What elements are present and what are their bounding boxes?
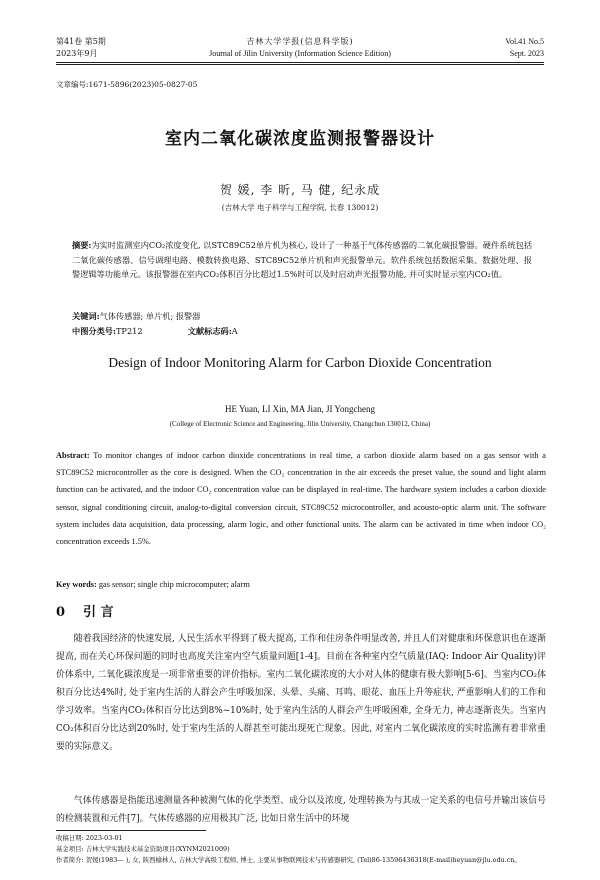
footnote-bio: 作者简介: 贺媛(1983— ), 女, 陕西榆林人, 吉林大学高级工程师, 博士, 主要从事物联网技术与传感器研究, (Tel)86-13596436318(E-mail)heyuan@jlu.edu.cn。 [56, 856, 521, 864]
header-date-en: Sept. 2023 [509, 49, 544, 58]
affiliation-cn: (吉林大学 电子科学与工程学院, 长春 130012) [221, 203, 379, 212]
keywords-cn [72, 311, 532, 322]
header-rule-2 [56, 64, 544, 65]
section-number: 0 [56, 605, 66, 620]
doc-code-value: A [231, 326, 238, 336]
abstract-en [56, 447, 546, 550]
article-id: 文章编号:1671-5896(2023)05-0827-05 [56, 80, 198, 89]
footnote-received: 收稿日期: 2023-03-01 [56, 834, 123, 842]
keywords-en-label: Key words: [56, 580, 97, 589]
footnote-funding: 基金项目: 吉林大学实践技术基金资助项目(XYNM2021009) [56, 845, 230, 853]
clc-value: TP212 [115, 326, 143, 336]
abstract-en-label: Abstract: [56, 451, 90, 460]
abstract-cn-text: 为实时监测室内CO₂浓度变化, 以STC89C52单片机为核心, 设计了一种基于气体传感器的二氧化碳报警器。硬件系统包括二氧化碳传感器、信号调理电路、模数转换电路、STC89C52单片机和声光报警单元。软件系统包括数据采集、数据处理、报警逻辑等功能单元。该报警器在室内CO₂体积百分比超过1.5%时可以及时启动声光报警功能, 并可实时显示室内CO₂值。 [72, 240, 533, 280]
header-journal-en: Journal of Jilin University (Information Science Edition) [209, 49, 391, 58]
affiliation-en: (College of Electronic Science and Engineering, Jilin University, Changchun 130012, China) [169, 420, 431, 428]
authors-en: HE Yuan, LI Xin, MA Jian, JI Yongcheng [225, 404, 375, 414]
keywords-en-text: gas sensor; single chip microcomputer; alarm [98, 580, 250, 589]
classification-cn [72, 326, 532, 337]
header-date-cn: 2023年9月 [56, 49, 98, 58]
abstract-en-text: To monitor changes of indoor carbon dioxide concentrations in real time, a carbon dioxide alarm based on a gas sensor with a STC89C52 microcontroller as the core is designed. When the CO₂ concentration in the air exceeds the preset value, the sound and light alarm function can be activated, and the indoor CO₂ concentration value can be displayed in real-time. The hardware system includes a carbon dioxide sensor, signal conditioning circuit, analog-to-digital conversion circuit, STC89C52 microcontroller, and acousto-optic alarm unit. The software system includes data acquisition, data processing, alarm logic, and other functional units. The alarm can be activated in time when indoor CO₂ concentration exceeds 1.5%. [56, 451, 546, 547]
keywords-cn-text: 气体传感器; 单片机; 报警器 [99, 311, 201, 321]
intro-paragraph-1: 随着我国经济的快速发展, 人民生活水平得到了极大提高, 工作和住房条件明显改善, 并且人们对健康和环保意识也在逐渐提高, 而在关心环保问题的同时也高度关注室内空气质量问题[1-4]。目前在各种室内空气质量(IAQ: Indoor Air Quality)评价体系中, 二氧化碳浓度是一项非常重要的评价指标。室内二氧化碳浓度的大小对人体的健康有极大影响[5-6]。当室内CO₂体积百分比达4%时, 处于室内生活的人群会产生呼吸加深、头晕、头痛、耳鸣、眼花、血压上升等症状, 严重影响人们的工作和学习效率。当室内CO₂体积百分比达到8%~10%时, 处于室内生活的人群会产生呼吸困难, 全身无力, 神志逐渐丧失。当室内CO₂体积百分比达到20%时, 处于室内生活的人群甚至可能出现死亡现象。因此, 对室内二氧化碳浓度的实时监测有着非常重要的实际意义。 [56, 634, 546, 752]
keywords-en [56, 580, 250, 589]
abstract-cn-label: 摘要: [72, 240, 92, 250]
footnote-rule [56, 830, 206, 831]
header-rule [56, 62, 544, 63]
header-vol-issue-cn: 第41卷 第5期 [56, 37, 106, 46]
title-en: Design of Indoor Monitoring Alarm for Carbon Dioxide Concentration [108, 355, 492, 370]
header-journal-cn: 吉林大学学报(信息科学版) [246, 37, 354, 46]
clc-label: 中图分类号: [72, 326, 116, 336]
title-cn: 室内二氧化碳浓度监测报警器设计 [165, 129, 435, 149]
keywords-cn-label: 关键词: [72, 311, 100, 321]
abstract-cn [72, 238, 532, 282]
section-heading [56, 601, 114, 620]
authors-cn: 贺 媛, 李 昕, 马 健, 纪永成 [219, 183, 381, 197]
doc-code-label: 文献标志码: [187, 326, 232, 336]
section-title: 引 言 [83, 605, 114, 620]
header-vol-issue-en: Vol.41 No.5 [505, 37, 544, 46]
intro-paragraph-2: 气体传感器是指能迅速测量各种被测气体的化学类型、成分以及浓度, 处理转换为与其成一定关系的电信号并输出该信号的检测装置和元件[7]。气体传感器的应用极其广泛, 比如日常生活中的环境 [56, 796, 546, 824]
